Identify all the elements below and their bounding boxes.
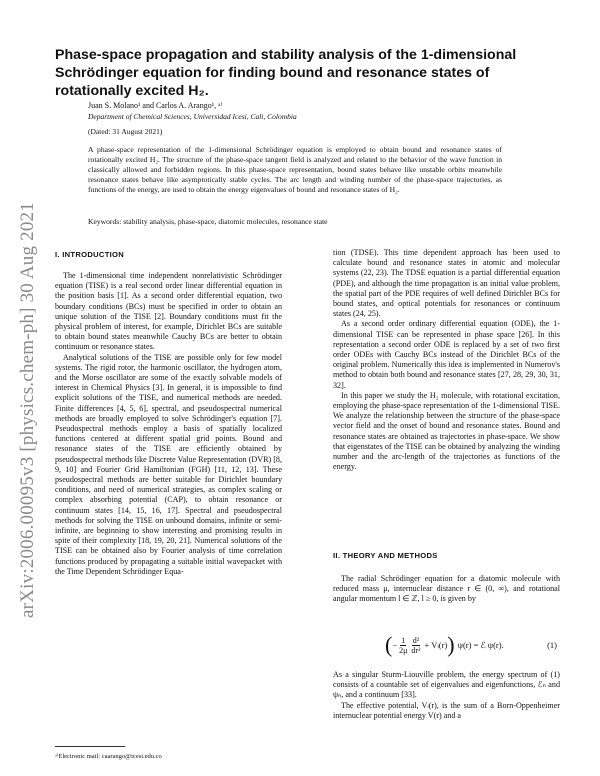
paragraph: As a singular Sturm-Liouville problem, the energy spectrum of (1) consists of a countable set of eigenvalues and eigenfunctions, ℰₙ and ψₙ, and a continuum [33]. — [333, 670, 560, 700]
section-heading-theory: II. THEORY AND METHODS — [333, 551, 438, 560]
paragraph: Analytical solutions of the TISE are possible only for few model systems. The rigid rotor, the harmonic oscillator, the hydrogen atom, and the Morse oscillator are some of the exactly solvable models of interest in Chemical Physics [3]. In general, it is impossible to find explicit solutions of the TISE, and numerical methods are needed. Finite differences [4, 5, 6], spectral, and pseudospectral numerical methods are broadly employed to solve Schrödinger's equation [7]. Pseudospectral methods employ a basis of spatially localized functions centered at different spatial grid points. Bound and resonance states of the TISE are efficiently obtained by pseudospectral methods like Discrete Value Representation (DVR) [8, 9, 10] and Fourier Grid Hamiltonian (FGH) [11, 12, 13]. These pseudospectral methods are better suitable for Dirichlet boundary conditions, and need of numerical strategies, as complex scaling or complex absorbing potential (CAP), to obtain resonance or continuum states [14, 15, 16, 17]. Spectral and pseudospectral methods for solving the TISE on unbound domains, infinite or semi-infinite, are beginning to show interesting and promising results in spite of their complexity [18, 19, 20, 21]. Numerical solutions of the TISE can be obtained also by Fourier analysis of time correlation functions produced by propagating a suitable initial wavepacket with the Time Dependent Schrödinger Equa- — [55, 352, 282, 576]
keywords: Keywords: stability analysis, phase-space, diatomic molecules, resonance state — [88, 217, 328, 226]
abstract: A phase-space representation of the 1-dimensional Schrödinger equation is employed to obtain bound and resonance states of rotationally excited H₂. The structure of the phase-space tangent field is analyzed and related to the behavior of the wave function in classically allowed and forbidden regions. In this phase-space representation, bound states behave like unstable orbits meanwhile resonance states behave like asymptotically stable cycles. The arc length and winding number of the phase-space trajectories, as functions of the energy, are used to obtain the energy eigenvalues of bound and resonance states of H₂. — [88, 145, 502, 195]
eq-frac-den: dr² — [411, 645, 421, 655]
paper-title: Phase-space propagation and stability analysis of the 1-dimensional Schrödinger equation for finding bound and resonance states of rotationally excited H₂. — [55, 47, 517, 99]
eq-frac-den: 2μ — [399, 645, 408, 655]
section-heading-introduction: I. INTRODUCTION — [55, 250, 125, 259]
paragraph: The effective potential, Vₗ(r), is the sum of a Born-Oppenheimer internuclear potential energy V(r) and a — [333, 700, 560, 720]
paren-open: ( — [385, 632, 393, 657]
left-column — [55, 271, 282, 577]
footnote-rule — [55, 746, 125, 747]
equation-1 — [333, 630, 559, 664]
paragraph: The radial Schrödinger equation for a diatomic molecule with reduced mass μ, internuclear distance r ∈ (0, ∞), and rotational angular momentum l ∈ ℤ, l ≥ 0, is given by — [333, 574, 560, 604]
paren-close: ) — [447, 632, 455, 657]
right-column-theory — [333, 574, 560, 605]
paragraph: As a second order ordinary differential equation (ODE), the 1-dimensional TISE can be represented in phase space [26]. In this representation a second order ODE is replaced by a set of two first order ODEs with Cauchy BCs instead of the Dirichlet BCs of the original problem. Numerically this idea is implemented in Numerov's method to obtain both bound and resonance states [27, 28, 29, 30, 31, 32]. — [333, 319, 560, 390]
authors: Juan S. Molano¹ and Carlos A. Arango¹, ᵃ⁾ — [88, 101, 223, 110]
eq-frac-num: d² — [412, 635, 420, 645]
eq-minus: − — [392, 640, 398, 650]
paragraph: tion (TDSE). This time dependent approach has been used to calculate bound and resonance states in atomic and molecular systems (22, 23). The TDSE equation is a partial differential equation (PDE), and although the time propagation is an initial value problem, the spatial part of the PDE requires of well defined Dirichlet BCs for bound states, and optical potentials for resonances or continuum states (24, 25). — [333, 248, 560, 319]
equation-number: (1) — [547, 640, 557, 650]
dated: (Dated: 31 August 2021) — [88, 127, 163, 136]
eq-tail: ψ(r) = ℰ ψ(r). — [457, 639, 504, 650]
eq-frac-1 — [399, 636, 407, 655]
affiliation: Department of Chemical Sciences, Universidad Icesi, Cali, Colombia — [88, 112, 297, 121]
eq-frac-2 — [411, 636, 420, 655]
paragraph: In this paper we study the H₂ molecule, with rotational excitation, employing the phase-space representation of the 1-dimensional TISE. We analyze the relationship between the structure of the phase-space vector field and the onset of bound and resonance states. Bound and resonance states are obtained as trajectories in phase-space. We show that eigenstates of the TISE can be obtained by analyzing the winding number and the arc-length of the trajectories as functions of the energy. — [333, 390, 560, 472]
eq-potential: + Vₗ(r) — [424, 639, 448, 650]
right-column-top — [333, 248, 560, 472]
right-column-after-equation — [333, 670, 560, 721]
paragraph: The 1-dimensional time independent nonrelativistic Schrödinger equation (TISE) is a real second order linear differential equation in the position basis [1]. As a second order differential equation, two boundary conditions (BCs) must be specified in order to obtain an unique solution of the TISE [2]. Boundary conditions must fit the physical problem of interest, for example, Dirichlet BCs are suitable to obtain bound states meanwhile Cauchy BCs are better to obtain continuum or resonance states. — [55, 271, 282, 352]
arxiv-stamp — [10, 150, 46, 670]
footnote: ᵃ⁾Electronic mail: caarango@icesi.edu.co — [55, 753, 162, 760]
eq-frac-num: 1 — [401, 635, 406, 645]
arxiv-stamp-text: arXiv:2006.00095v3 [physics.chem-ph] 30 Aug 2021 — [17, 202, 39, 618]
